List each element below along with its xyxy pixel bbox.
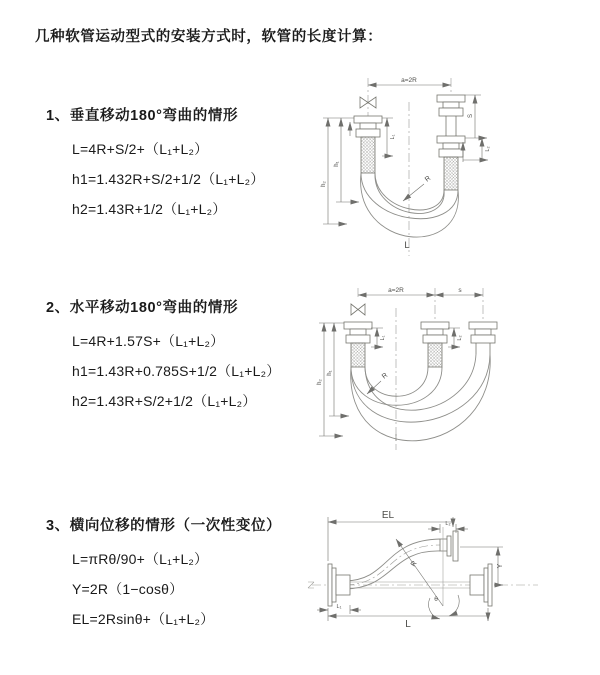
fitting-stem xyxy=(440,539,447,551)
flange-plate xyxy=(332,568,336,602)
dim-label-h1: h₁ xyxy=(334,161,340,167)
dim-label-length: L xyxy=(405,619,411,630)
page-title: 几种软管运动型式的安装方式时，软管的长度计算： xyxy=(35,29,383,45)
flange xyxy=(346,335,370,343)
formula-h2: h2=1.43R+1/2（L₁+L₂） xyxy=(72,201,227,217)
flange xyxy=(439,149,463,157)
flange-plate xyxy=(328,564,332,606)
flange xyxy=(344,322,372,329)
cad-drawing-s-hose-lateral xyxy=(300,503,600,663)
tube xyxy=(446,116,456,136)
flange-plate xyxy=(484,568,488,602)
formula-list xyxy=(72,326,280,416)
formula-L: L=4R+1.57S+（L₁+L₂） xyxy=(72,333,225,349)
fitting-body xyxy=(470,575,484,595)
cad-drawing-u-hose-vertical xyxy=(303,72,591,262)
formula-h1: h1=1.432R+S/2+1/2（L₁+L₂） xyxy=(72,171,265,187)
formula-h2: h2=1.43R+S/2+1/2（L₁+L₂） xyxy=(72,393,257,409)
section-heading: 1、垂直移动180°弯曲的情形 xyxy=(46,108,239,124)
angle-label-theta: θ xyxy=(434,596,438,603)
section-horizontal-180 xyxy=(46,296,280,416)
flange-neck xyxy=(443,143,459,149)
diagram-lateral-displacement xyxy=(300,503,600,668)
diagram-vertical-180-bend xyxy=(303,72,591,267)
tube xyxy=(476,343,490,354)
hose-arc xyxy=(351,367,442,405)
formula-h1: h1=1.43R+0.785S+1/2（L₁+L₂） xyxy=(72,363,281,379)
fitting-centerlines xyxy=(358,288,483,322)
flange-plate xyxy=(453,531,458,561)
formula-L: L=πRθ/90+（L₁+L₂） xyxy=(72,551,209,567)
valve-icon xyxy=(351,304,365,315)
dim-label-el: EL xyxy=(381,510,395,521)
flange xyxy=(356,129,380,137)
dim-label-l1: L₁ xyxy=(380,335,386,341)
dim-label-l2: L₂ xyxy=(457,335,463,341)
flange xyxy=(423,335,447,343)
dim-label-l1: L₁ xyxy=(336,604,342,610)
flange-neck xyxy=(475,329,491,335)
dim-label-h2: h₂ xyxy=(321,181,327,187)
cad-drawing-u-hose-horizontal xyxy=(303,278,600,463)
braided-hose-end xyxy=(351,343,365,367)
dim-label-y: Y xyxy=(497,563,504,569)
dim-label-span: a=2R xyxy=(388,287,404,294)
flange xyxy=(421,322,449,329)
dim-label-radius: R xyxy=(423,174,433,184)
flange-neck xyxy=(360,123,376,129)
flange-neck xyxy=(427,329,443,335)
dim-label-length: L xyxy=(404,240,410,251)
hose-arc xyxy=(365,367,428,396)
dim-label-h2: h₂ xyxy=(317,379,323,385)
hose-arc xyxy=(365,354,476,410)
dim-h2 xyxy=(323,118,354,224)
dim-h1 xyxy=(336,118,359,202)
flange xyxy=(439,108,463,116)
diagram-horizontal-180-bend xyxy=(303,278,600,468)
flange-neck xyxy=(443,102,459,108)
flange xyxy=(354,116,382,123)
section-heading: 3、横向位移的情形（一次性变位） xyxy=(46,518,282,534)
fitting-body xyxy=(336,575,350,595)
section-vertical-180 xyxy=(46,104,264,224)
dim-label-span: a=2R xyxy=(401,77,417,84)
hose-arc xyxy=(351,354,491,441)
section-lateral-displacement xyxy=(46,514,281,634)
hose-arc xyxy=(351,354,490,422)
formula-EL: EL=2Rsinθ+（L₁+L₂） xyxy=(72,611,215,627)
dim-label-l2: L₂ xyxy=(485,146,491,152)
hose-arc xyxy=(375,173,444,210)
formula-list xyxy=(72,134,264,224)
flange xyxy=(469,322,497,329)
braided-hose-end xyxy=(428,343,442,367)
formula-L: L=4R+S/2+（L₁+L₂） xyxy=(72,141,209,157)
dim-label-radius: R xyxy=(409,559,419,569)
formula-Y: Y=2R（1−cosθ） xyxy=(72,581,184,597)
dim-label-shift: s xyxy=(458,287,462,294)
flange-plate xyxy=(488,564,492,606)
braided-hose-end xyxy=(444,157,458,190)
dim-label-radius: R xyxy=(380,371,390,381)
hose-curve-wall xyxy=(345,539,440,581)
dim-label-h1: h₁ xyxy=(327,370,333,376)
dim-label-s: S xyxy=(468,113,474,119)
flange xyxy=(437,95,465,102)
flange-neck xyxy=(350,329,366,335)
braided-hose-end xyxy=(361,137,375,173)
formula-list xyxy=(72,544,281,634)
flange-plate xyxy=(447,536,451,556)
section-heading: 2、水平移动180°弯曲的情形 xyxy=(46,300,239,316)
radius-leader xyxy=(403,184,424,201)
flange xyxy=(437,136,465,143)
theta-arc xyxy=(449,595,459,616)
flange xyxy=(471,335,495,343)
dim-label-l1: L₁ xyxy=(390,134,396,140)
dim-label-l2: L₂ xyxy=(445,521,451,527)
